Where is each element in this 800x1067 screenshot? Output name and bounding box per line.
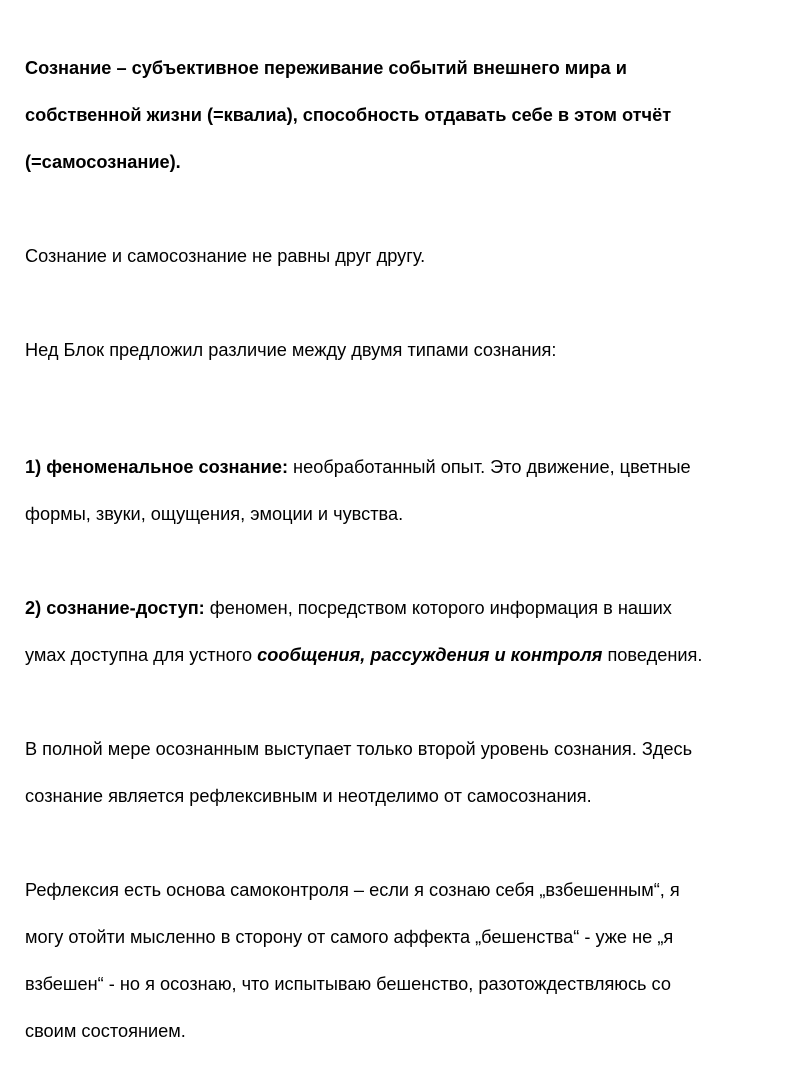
access-description: феномен, посредством которого информация в наших: [205, 598, 672, 618]
phenomenal-description: необработанный опыт. Это движение, цветные: [288, 457, 691, 477]
full-awareness-paragraph: [25, 715, 780, 833]
block-intro-line: Нед Блок предложил различие между двумя типами сознания:: [25, 339, 780, 363]
reflection-line-3: взбешен“ - но я осознаю, что испытываю бешенство, разотождествляюсь со: [25, 973, 780, 997]
not-equal-paragraph: [25, 221, 780, 292]
access-term: 2) сознание-доступ:: [25, 598, 205, 618]
reflection-line-1: Рефлексия есть основа самоконтроля – если я сознаю себя „взбешенным“, я: [25, 879, 780, 903]
access-line-2-end: поведения.: [602, 645, 702, 665]
reflection-paragraph: [25, 856, 780, 1067]
definition-line-3: (=самосознание).: [25, 151, 780, 175]
reflection-line-4: своим состоянием.: [25, 1020, 780, 1044]
access-line-2: [25, 644, 780, 668]
definition-line-2: собственной жизни (=квалиа), способность отдавать себе в этом отчёт: [25, 104, 780, 128]
definition-line-1: Сознание – субъективное переживание событий внешнего мира и: [25, 57, 780, 81]
phenomenal-line-1: [25, 456, 780, 480]
reflection-line-2: могу отойти мысленно в сторону от самого аффекта „бешенства“ - уже не „я: [25, 926, 780, 950]
access-emphasis: сообщения, рассуждения и контроля: [257, 645, 602, 665]
access-line-1: [25, 597, 780, 621]
access-consciousness-paragraph: [25, 574, 780, 692]
phenomenal-term: 1) феноменальное сознание:: [25, 457, 288, 477]
phenomenal-consciousness-paragraph: [25, 433, 780, 551]
access-line-2-start: умах доступна для устного: [25, 645, 257, 665]
not-equal-line: Сознание и самосознание не равны друг другу.: [25, 245, 780, 269]
phenomenal-line-2: формы, звуки, ощущения, эмоции и чувства.: [25, 503, 780, 527]
full-awareness-line-1: В полной мере осознанным выступает только второй уровень сознания. Здесь: [25, 738, 780, 762]
full-awareness-line-2: сознание является рефлексивным и неотделимо от самосознания.: [25, 785, 780, 809]
block-intro-paragraph: [25, 315, 780, 386]
definition-paragraph: [25, 33, 780, 198]
